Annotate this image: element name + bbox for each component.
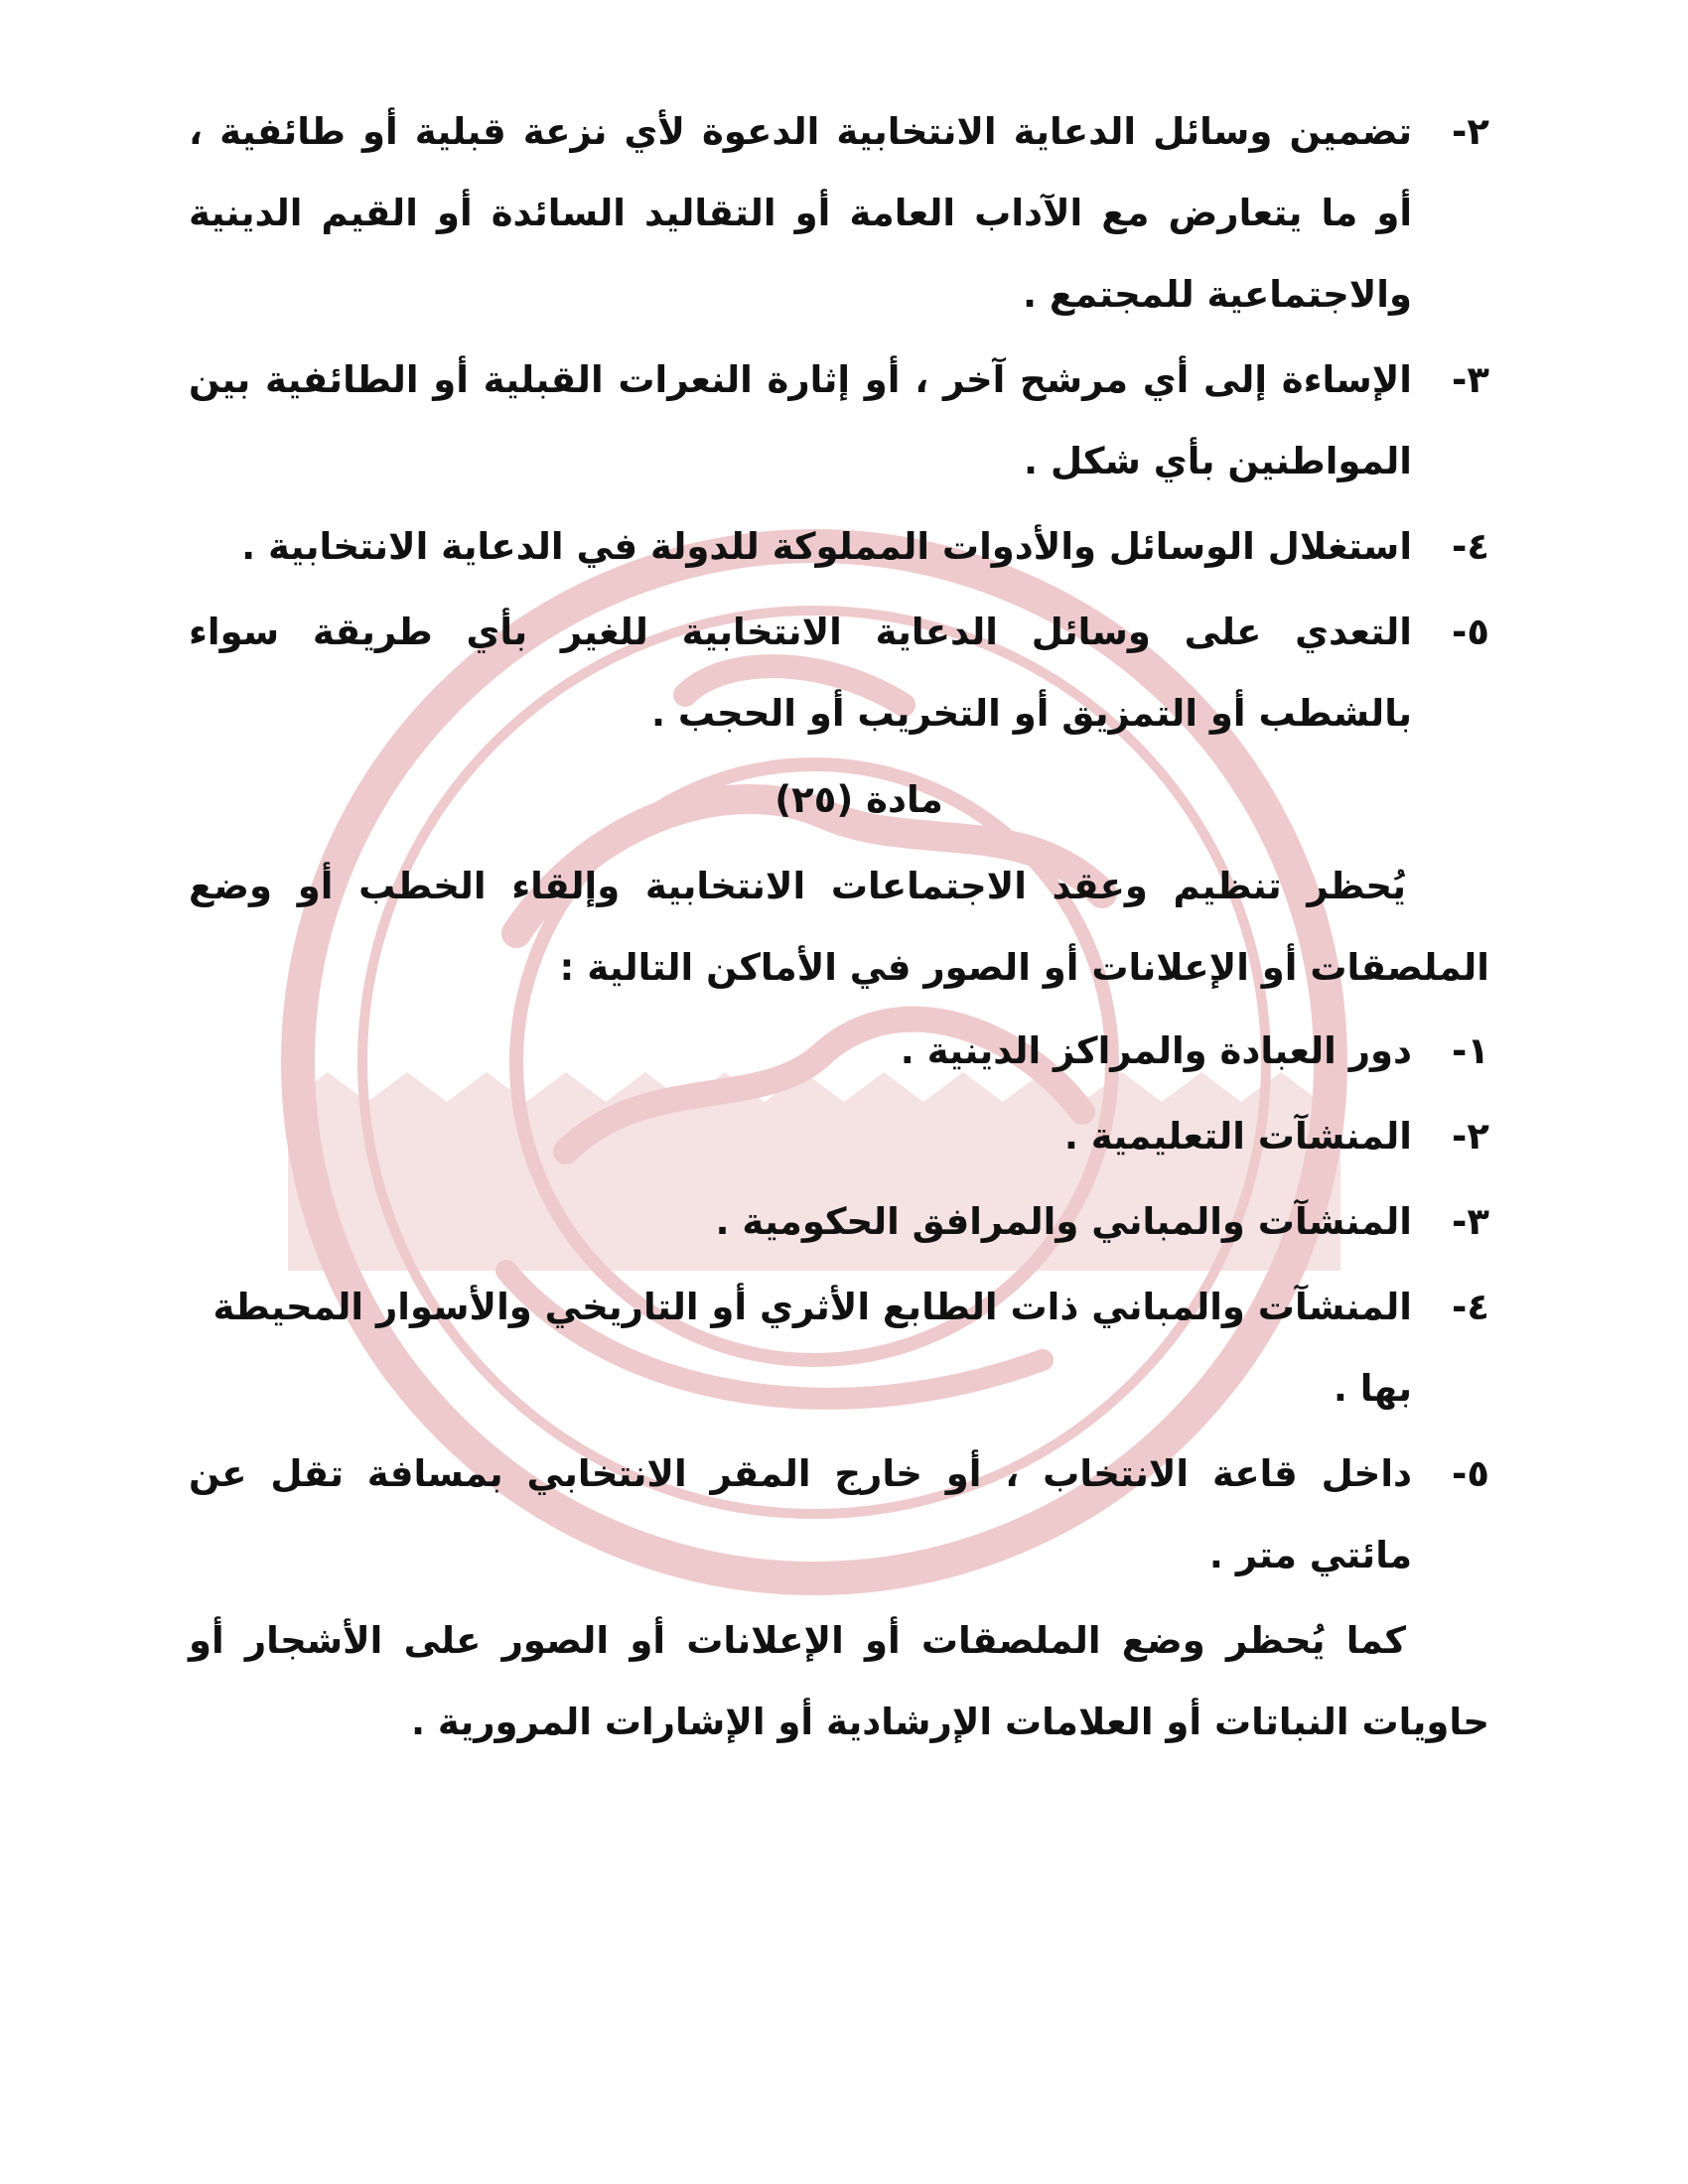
list-item [189,506,1489,588]
item-text: المنشآت والمباني ذات الطابع الأثري أو التاريخي والأسوار المحيطة بها . [212,1286,1412,1410]
list-item [189,1433,1489,1596]
item-text: الإساءة إلى أي مرشح آخر ، أو إثارة النعرات القبلية أو الطائفية بين المواطنين بأي شكل . [189,358,1412,482]
item-text: داخل قاعة الانتخاب ، أو خارج المقر الانتخابي بمسافة تقل عن مائتي متر . [189,1452,1412,1576]
list-item [189,1181,1489,1263]
item-text: المنشآت التعليمية . [1063,1115,1412,1158]
list-item [189,91,1489,336]
list-item [189,1096,1489,1177]
item-number: ١- [1452,1029,1489,1072]
item-number: ٥- [1452,611,1489,653]
item-number: ٣- [1452,358,1489,401]
list-item [189,592,1489,754]
item-text: دور العبادة والمراكز الدينية . [900,1029,1412,1072]
item-number: ٢- [1452,1115,1489,1158]
item-text: التعدي على وسائل الدعاية الانتخابية للغير بأي طريقة سواء بالشطب أو التمزيق أو التخريب أو الحجب . [189,611,1412,735]
list-item [189,1011,1489,1092]
item-text: تضمين وسائل الدعاية الانتخابية الدعوة لأي نزعة قبلية أو طائفية ، أو ما يتعارض مع الآداب العامة أو التقاليد السائدة أو القيم الدينية والاجتماعية للمجتمع . [189,110,1412,316]
item-number: ٢- [1452,110,1489,153]
item-text: المنشآت والمباني والمرافق الحكومية . [715,1200,1412,1243]
item-number: ٤- [1452,1286,1489,1328]
item-text: استغلال الوسائل والأدوات المملوكة للدولة في الدعاية الانتخابية . [241,525,1412,568]
article-title: مادة (٢٥) [774,778,943,821]
article-intro: يُحظر تنظيم وعقد الاجتماعات الانتخابية وإلقاء الخطب أو وضع الملصقات أو الإعلانات أو الصور في الأماكن التالية : [189,865,1489,989]
item-number: ٣- [1452,1200,1489,1243]
list-item [189,340,1489,502]
document-body [189,91,1489,1765]
closing-paragraph: كما يُحظر وضع الملصقات أو الإعلانات أو الصور على الأشجار أو حاويات النباتات أو العلامات الإرشادية أو الإشارات المرورية . [189,1619,1489,1743]
item-number: ٥- [1452,1452,1489,1495]
item-number: ٤- [1452,525,1489,568]
list-item [189,1267,1489,1430]
